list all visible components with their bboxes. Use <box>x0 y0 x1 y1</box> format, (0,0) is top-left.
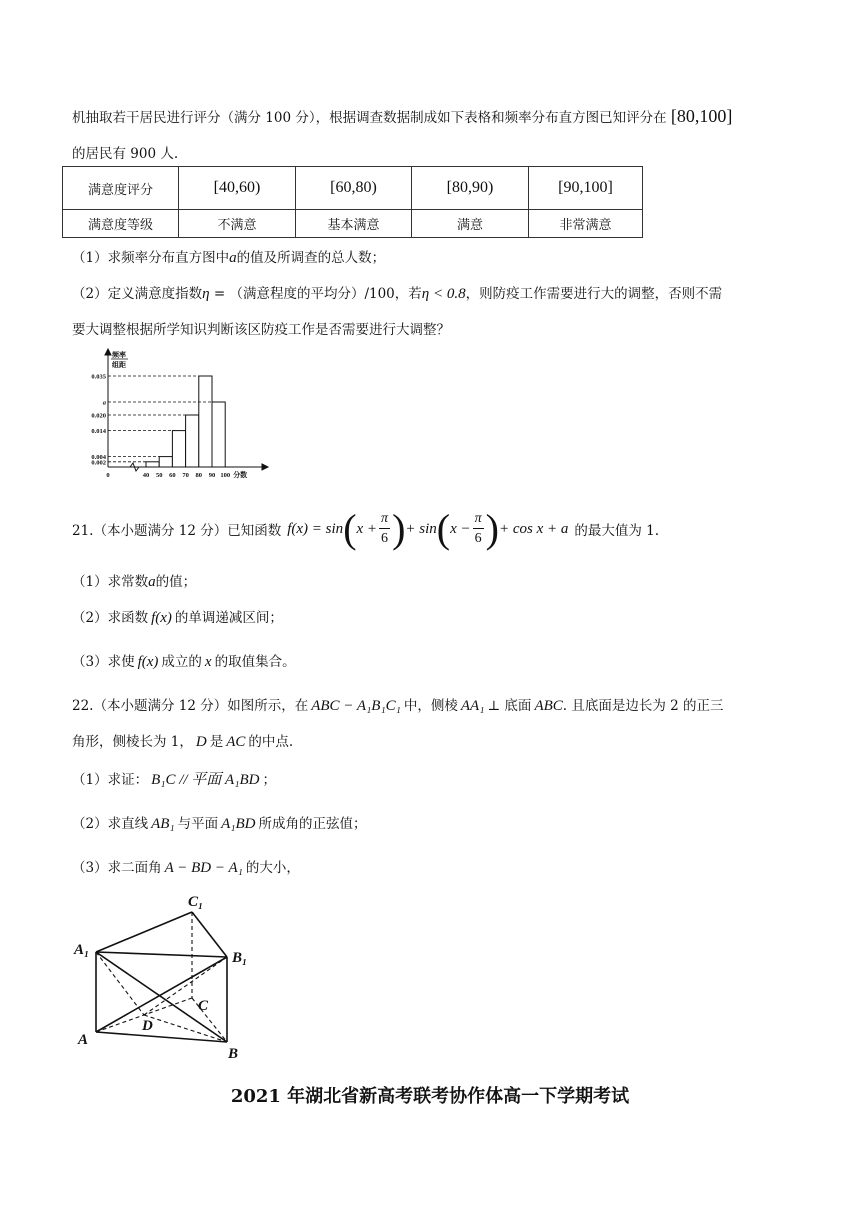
y-tick-label: 0.020 <box>91 412 106 420</box>
frequency-histogram <box>72 345 272 485</box>
x-tick-label: 70 <box>182 472 189 479</box>
q21-end: 的最大值为 1. <box>574 523 660 539</box>
q21-p1-text: （1）求常数 <box>72 574 149 590</box>
q21-p2-fx: f(x) <box>151 610 172 626</box>
table-cell-interval: [90,100] <box>529 167 643 210</box>
q20-p1-text: （1）求频率分布直方图中 <box>72 250 230 266</box>
y-tick-label: 0.004 <box>91 454 106 462</box>
intro-range: [80,100] <box>670 106 733 126</box>
q21-p3-text: （3）求使 <box>72 654 135 670</box>
label-b: B <box>228 1046 239 1062</box>
q22-p3-math: A − BD − A₁ <box>164 860 243 876</box>
y-axis-label-top: 频率 <box>112 351 126 359</box>
q22-p1-end: ； <box>262 772 276 788</box>
q22-mid: 中，侧棱 <box>403 698 458 714</box>
pi-over-six <box>379 512 390 546</box>
q20-p1-end: 的值及所调查的总人数； <box>236 250 386 266</box>
q22-d: D <box>195 734 207 750</box>
q22-perp: ⊥ 底面 <box>487 698 532 714</box>
x-tick-label: 60 <box>169 472 176 479</box>
q22-part-3 <box>72 856 300 877</box>
intro-line-2 <box>72 142 178 162</box>
paren-close-icon: ) <box>392 506 406 551</box>
label-a1: A₁ <box>74 942 90 958</box>
q20-condition: η < 0.8 <box>421 286 466 302</box>
q22-abc: ABC <box>534 698 563 714</box>
q22-head: 22.（本小题满分 12 分）如图所示，在 <box>72 698 309 714</box>
y-axis-arrow-icon <box>105 349 111 355</box>
q21-tail: + cos x + a <box>498 520 569 537</box>
q22-tail: . 且底面是边长为 2 的正三 <box>562 698 724 714</box>
q21-p2-text: （2）求函数 <box>72 610 149 626</box>
q22-line2-a: 角形，侧棱长为 1， <box>72 734 193 750</box>
intro-line-1 <box>72 106 732 127</box>
table-cell-interval: [40,60) <box>179 167 296 210</box>
y-tick-label: 0.035 <box>91 373 106 381</box>
q20-eta: η <box>202 286 210 302</box>
pi-symbol: π <box>473 512 484 529</box>
q22-line2-c: 的中点. <box>248 734 294 750</box>
q21-x-plus: x + <box>356 520 378 537</box>
table-header-level: 满意度等级 <box>63 210 179 238</box>
q21-part-3 <box>72 650 296 671</box>
q22-p2-text: （2）求直线 <box>72 816 149 832</box>
histogram-bar <box>186 415 199 467</box>
q22-p1-math: B₁C // 平面 A₁BD <box>151 772 260 788</box>
table-row <box>63 167 643 210</box>
table-row <box>63 210 643 238</box>
q21-part-1 <box>72 570 196 591</box>
label-c1: C₁ <box>188 894 204 910</box>
y-axis-label-bottom: 组距 <box>112 361 126 369</box>
q21-plus-sin: + sin <box>405 520 437 537</box>
q21-p1-end: 的值； <box>155 574 197 590</box>
histogram-bar <box>146 462 159 467</box>
table-cell-level: 满意 <box>412 210 529 238</box>
q21-p3-mid: 成立的 <box>161 654 202 670</box>
q22-part-1 <box>72 768 276 789</box>
table-cell-level: 不满意 <box>179 210 296 238</box>
x-axis-label: 分数 <box>233 471 248 479</box>
q21-p3-fx: f(x) <box>137 654 159 670</box>
label-b1: B₁ <box>232 950 248 966</box>
q22-p3-end: 的大小， <box>245 860 300 876</box>
intro-text-1: 机抽取若干居民进行评分（满分 100 分），根据调查数据制成如下表格和频率分布直方图已知评分在 <box>72 110 667 126</box>
q22-part-2 <box>72 812 367 833</box>
q22-ac: AC <box>226 734 246 750</box>
q20-var-a: a <box>229 250 237 266</box>
q22-p2-plane: A₁BD <box>221 816 256 832</box>
q20-p2-line2: 要大调整根据所学知识判断该区防疫工作是否需要进行大调整？ <box>72 322 450 338</box>
y-tick-label: 0.014 <box>91 428 106 436</box>
label-d: D <box>142 1018 153 1034</box>
q22-line2-b: 是 <box>209 734 224 750</box>
q21-p2-end: 的单调递减区间； <box>174 610 283 626</box>
pi-symbol: π <box>379 512 390 529</box>
table-cell-interval: [60,80) <box>296 167 412 210</box>
y-tick-label: 0.002 <box>91 459 106 467</box>
q21-part-2 <box>72 606 283 627</box>
x-tick-label: 80 <box>195 472 203 479</box>
x-tick-label: 50 <box>155 472 163 479</box>
six: 6 <box>381 531 389 546</box>
q20-part-2-line-2 <box>72 318 450 338</box>
intro-text-2: 的居民有 900 人. <box>72 146 179 162</box>
x-tick-label: 40 <box>142 472 150 479</box>
q21-fx: f(x) = sin <box>287 520 344 537</box>
q21-p3-end: 的取值集合。 <box>214 654 296 670</box>
paren-close-icon: ) <box>485 506 499 551</box>
q22-p1-text: （1）求证： <box>72 772 149 788</box>
x-axis-arrow-icon <box>262 464 268 470</box>
q20-part-2 <box>72 282 722 303</box>
x-tick-label: 100 <box>220 472 231 479</box>
q22-p3-text: （3）求二面角 <box>72 860 162 876</box>
x-tick-label: 0 <box>106 472 110 479</box>
q22-p2-mid: 与平面 <box>177 816 219 832</box>
y-tick-label: a <box>102 399 106 407</box>
q22-p2-ab1: AB₁ <box>151 816 175 832</box>
six: 6 <box>474 531 482 546</box>
q20-p2-end: ，则防疫工作需要进行大的调整，否则不需 <box>465 286 723 302</box>
x-tick-label: 90 <box>208 472 216 479</box>
table-header-score: 满意度评分 <box>63 167 179 210</box>
satisfaction-table <box>62 166 643 238</box>
q22-stem-line-2 <box>72 730 293 751</box>
prism-figure <box>72 892 272 1067</box>
paren-open-icon: ( <box>436 506 451 551</box>
table-cell-interval: [80,90) <box>412 167 529 210</box>
label-c: C <box>198 998 209 1014</box>
histogram-bar <box>172 431 185 467</box>
q21-x-minus: x − <box>450 520 471 537</box>
histogram-bar <box>159 457 172 467</box>
table-cell-level: 非常满意 <box>529 210 643 238</box>
q22-prism: ABC − A₁B₁C₁ <box>311 698 401 714</box>
q21-head: 21.（本小题满分 12 分）已知函数 <box>72 523 282 539</box>
q20-p2-text: （2）定义满意度指数 <box>72 286 203 302</box>
histogram-bar <box>212 402 225 467</box>
histogram-bar <box>199 376 212 467</box>
q22-p2-end: 所成角的正弦值； <box>258 816 367 832</box>
q20-part-1 <box>72 246 385 267</box>
exam-title: 2021 年湖北省新高考联考协作体高一下学期考试 <box>230 1086 630 1107</box>
table-cell-level: 基本满意 <box>296 210 412 238</box>
q22-stem <box>72 694 724 715</box>
q22-aa1: AA₁ <box>460 698 485 714</box>
q21-stem <box>72 506 659 552</box>
label-a: A <box>78 1032 89 1048</box>
q20-p2-def: = （满意程度的平均分）/100，若 <box>209 286 422 302</box>
pi-over-six <box>473 512 484 546</box>
q21-var-a: a <box>148 574 156 590</box>
q21-p3-x: x <box>204 654 212 670</box>
paren-open-icon: ( <box>343 506 357 551</box>
